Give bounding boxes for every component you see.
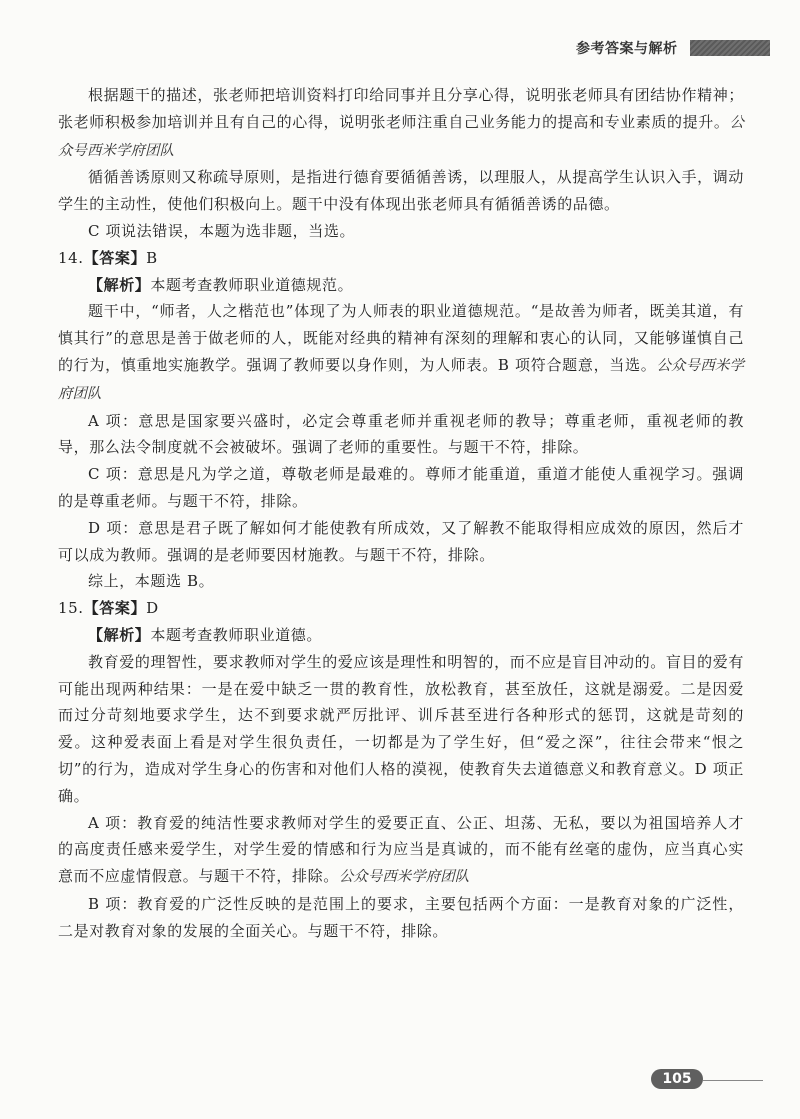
- paragraph: C 项说法错误，本题为选非题，当选。: [88, 221, 356, 240]
- paragraph: 综上，本题选 B。: [88, 572, 215, 591]
- q15-answer-label: 【答案】: [83, 599, 147, 618]
- q14-number: 14.: [58, 248, 84, 267]
- q14-answer-line: [58, 245, 744, 272]
- paragraph: A 项：教育爱的纯洁性要求教师对学生的爱要正直、公正、坦荡、无私，要以为祖国培养人才的高度责任感来爱学生，对学生爱的情感和行为应当是真诚的，而不能有丝毫的虚伪，应当真心实意而不应虚情假意。与题干不符，排除。公众号西米学府团队: [58, 813, 744, 886]
- q14-analysis: 本题考查教师职业道德规范。: [150, 275, 354, 294]
- header-decoration-bar: [690, 40, 770, 56]
- paragraph: C 项：意思是凡为学之道，尊敬老师是最难的。尊师才能重道，重道才能使人重视学习。强调的是尊重老师。与题干不符，排除。: [58, 465, 744, 510]
- paragraph: 根据题干的描述，张老师把培训资料打印给同事并且分享心得，说明张老师具有团结协作精神；张老师积极参加培训并且有自己的心得，说明张老师注重自己业务能力的提高和专业素质的提升。公众号西米学府团队: [58, 86, 744, 159]
- q15-answer-line: [58, 595, 744, 622]
- footer-divider: [703, 1080, 763, 1081]
- paragraph: 题干中，“师者，人之楷范也”体现了为人师表的职业道德规范。“是故善为师者，既美其道，有慎其行”的意思是善于做老师的人，既能对经典的精神有深刻的理解和衷心的认同，又能够谨慎自己的行为，慎重地实施教学。强调了教师要以身作则，为人师表。B 项符合题意，当选。公众号西米学府团队: [58, 302, 744, 402]
- watermark-text: 公众号西米学府团队: [58, 114, 744, 159]
- q14-analysis-label: 【解析】: [88, 275, 151, 294]
- q15-analysis: 本题考查教师职业道德。: [150, 625, 323, 644]
- paragraph: 教育爱的理智性，要求教师对学生的爱应该是理性和明智的，而不应是盲目冲动的。盲目的爱有可能出现两种结果：一是在爱中缺乏一贯的教育性，放松教育，甚至放任，这就是溺爱。二是因爱而过分苛刻地要求学生，达不到要求就严厉批评、训斥甚至进行各种形式的惩罚，这就是苛刻的爱。这种爱表面上看是对学生很负责任，一切都是为了学生好，但“爱之深”，往往会带来“恨之切”的行为，造成对学生身心的伤害和对他们人格的漠视，使教育失去道德意义和教育意义。D 项正确。: [58, 652, 744, 805]
- q15-answer: D: [146, 599, 159, 618]
- q14-answer: B: [146, 248, 158, 267]
- watermark-text: 公众号西米学府团队: [58, 357, 744, 402]
- section-title: 参考答案与解析: [576, 41, 678, 57]
- paragraph: B 项：教育爱的广泛性反映的是范围上的要求，主要包括两个方面：一是教育对象的广泛性，二是对教育对象的发展的全面关心。与题干不符，排除。: [58, 894, 744, 940]
- paragraph: D 项：意思是君子既了解如何才能使教有所成效，又了解教不能取得相应成效的原因，然后才可以成为教师。强调的是老师要因材施教。与题干不符，排除。: [58, 518, 744, 564]
- q15-analysis-line: [58, 622, 744, 649]
- q14-answer-label: 【答案】: [83, 248, 147, 267]
- paragraph: A 项：意思是国家要兴盛时，必定会尊重老师并重视老师的教导；尊重老师，重视老师的教导，那么法令制度就不会被破坏。强调了老师的重要性。与题干不符，排除。: [58, 411, 744, 457]
- watermark-text: 公众号西米学府团队: [338, 869, 470, 886]
- paragraph: 循循善诱原则又称疏导原则，是指进行德育要循循善诱，以理服人，从提高学生认识入手，调动学生的主动性，使他们积极向上。题干中没有体现出张老师具有循循善诱的品德。: [58, 168, 744, 214]
- q15-number: 15.: [58, 599, 84, 618]
- page-number: 105: [651, 1069, 703, 1089]
- q14-analysis-line: [58, 272, 744, 299]
- q15-analysis-label: 【解析】: [88, 625, 151, 644]
- page-content: [58, 82, 744, 945]
